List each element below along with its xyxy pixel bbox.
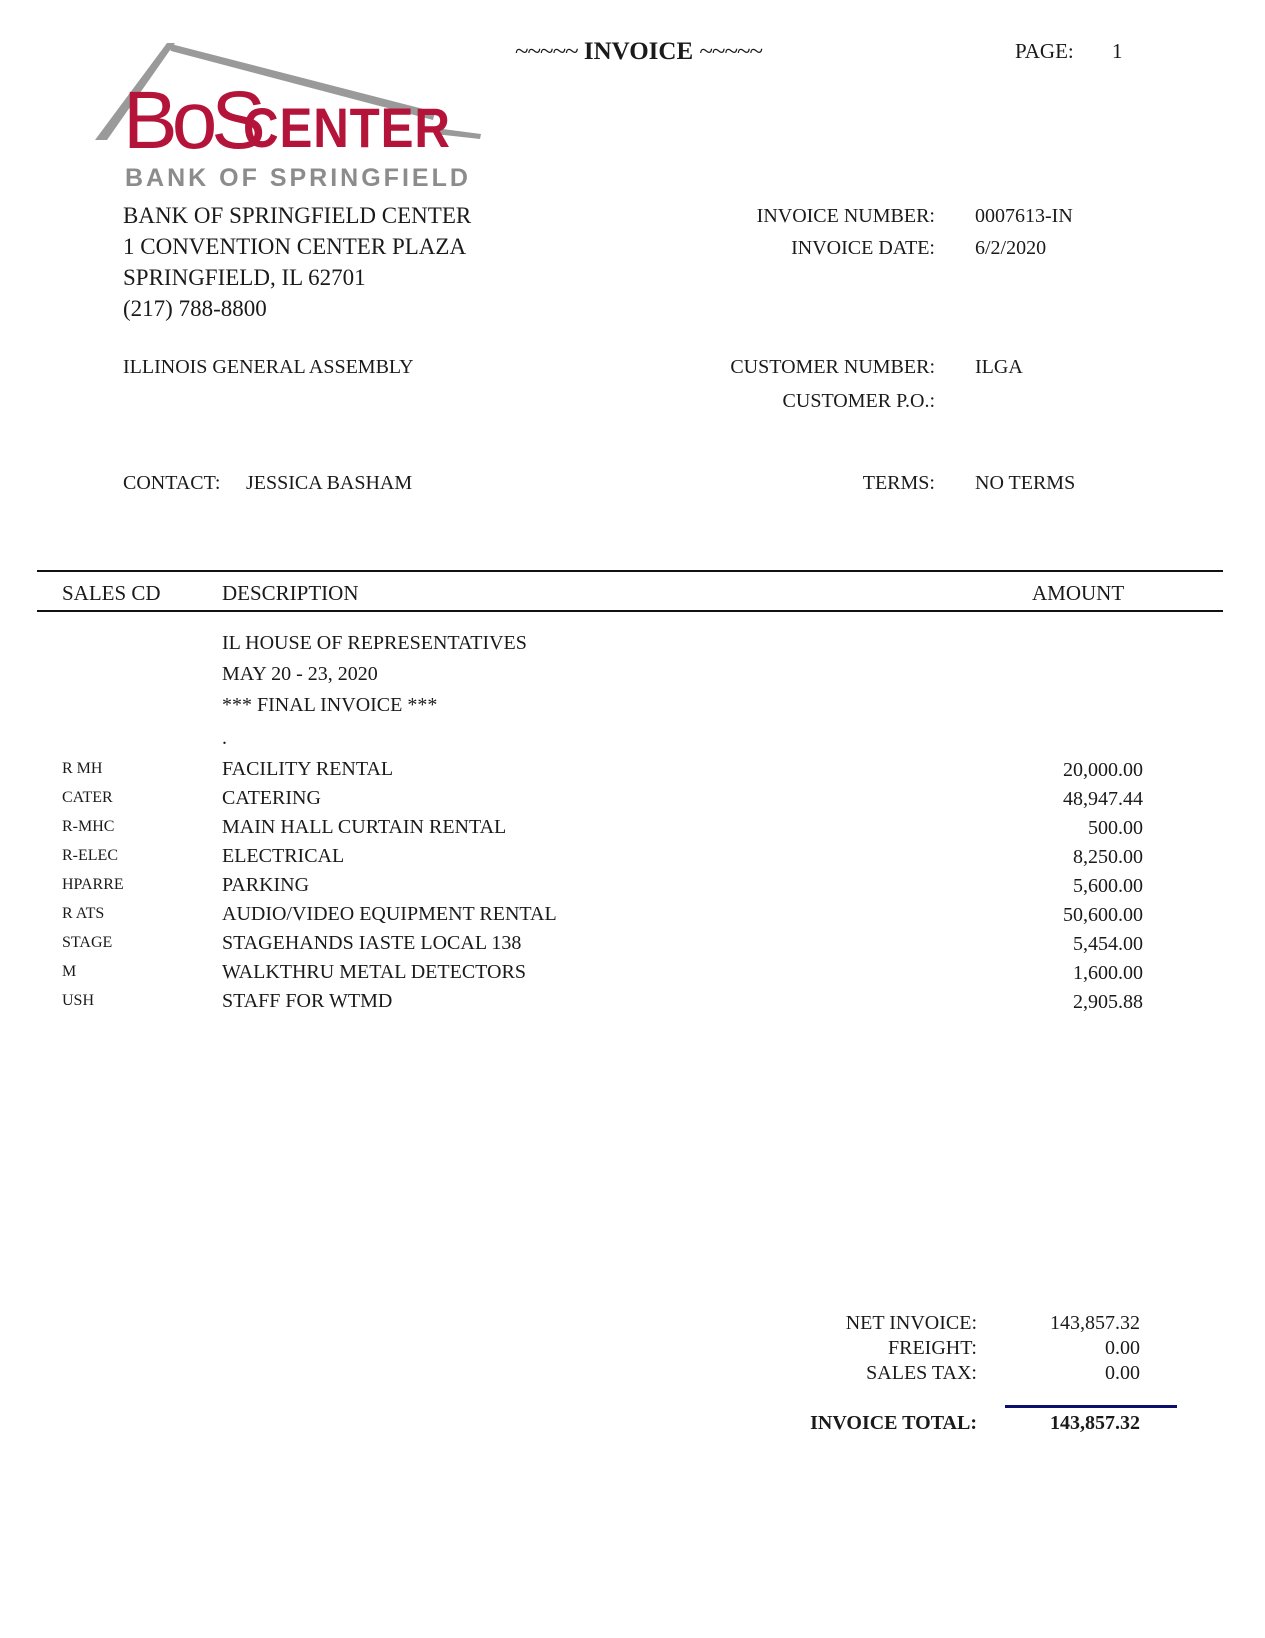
preamble-dot: . [222, 727, 227, 749]
customer-number-value: ILGA [975, 356, 1023, 378]
customer-po-label: CUSTOMER P.O.: [782, 390, 935, 412]
final-invoice-note: *** FINAL INVOICE *** [222, 694, 438, 716]
event-name: IL HOUSE OF REPRESENTATIVES [222, 632, 527, 654]
item-amount: 1,600.00 [1073, 962, 1143, 984]
vendor-address-line1: 1 CONVENTION CENTER PLAZA [123, 234, 467, 259]
logo-bos-text: BoS [123, 75, 260, 166]
page-number: 1 [1112, 39, 1123, 63]
item-description: STAFF FOR WTMD [222, 990, 393, 1012]
page-label: PAGE: [1015, 39, 1074, 63]
item-amount: 20,000.00 [1063, 759, 1143, 781]
invoice-total-label: INVOICE TOTAL: [810, 1412, 977, 1434]
sales-code: R-ELEC [62, 847, 118, 864]
net-invoice-label: NET INVOICE: [845, 1312, 977, 1334]
freight-label: FREIGHT: [887, 1337, 977, 1359]
total-divider [1005, 1405, 1177, 1408]
item-description: STAGEHANDS IASTE LOCAL 138 [222, 932, 522, 954]
vendor-phone: (217) 788-8800 [123, 296, 267, 321]
item-amount: 500.00 [1088, 817, 1143, 839]
sales-code: USH [62, 992, 95, 1009]
item-amount: 50,600.00 [1063, 904, 1143, 926]
invoice-total-value: 143,857.32 [1050, 1412, 1140, 1434]
vendor-address-line2: SPRINGFIELD, IL 62701 [123, 265, 366, 290]
table-top-rule [37, 570, 1223, 572]
terms-label: TERMS: [862, 472, 935, 494]
column-header-description: DESCRIPTION [222, 581, 359, 605]
logo-center-text: CENTER [243, 96, 451, 159]
net-invoice-value: 143,857.32 [1050, 1312, 1140, 1334]
item-description: MAIN HALL CURTAIN RENTAL [222, 816, 507, 838]
item-amount: 2,905.88 [1073, 991, 1143, 1013]
sales-code: R ATS [62, 905, 105, 922]
item-description: CATERING [222, 787, 321, 809]
item-description: PARKING [222, 874, 310, 896]
table-header-rule [37, 610, 1223, 612]
item-amount: 5,600.00 [1073, 875, 1143, 897]
title-tilde-left: ~~~~~ [515, 38, 578, 65]
customer-name: ILLINOIS GENERAL ASSEMBLY [123, 356, 414, 378]
item-description: AUDIO/VIDEO EQUIPMENT RENTAL [222, 903, 557, 925]
freight-value: 0.00 [1105, 1337, 1140, 1359]
sales-code: HPARRE [62, 876, 124, 893]
sales-tax-label: SALES TAX: [866, 1362, 977, 1384]
document-title [515, 38, 762, 66]
sales-code: M [62, 963, 77, 980]
invoice-number-label: INVOICE NUMBER: [756, 205, 935, 227]
sales-code: R MH [62, 760, 103, 777]
item-amount: 48,947.44 [1063, 788, 1143, 810]
bos-center-logo [95, 40, 485, 200]
sales-code: STAGE [62, 934, 113, 951]
event-dates: MAY 20 - 23, 2020 [222, 663, 378, 685]
sales-code: CATER [62, 789, 113, 806]
item-amount: 5,454.00 [1073, 933, 1143, 955]
invoice-date-value: 6/2/2020 [975, 237, 1047, 259]
sales-code: R-MHC [62, 818, 115, 835]
item-description: FACILITY RENTAL [222, 758, 394, 780]
terms-value: NO TERMS [975, 472, 1076, 494]
logo-subtitle: BANK OF SPRINGFIELD [125, 164, 471, 192]
vendor-name: BANK OF SPRINGFIELD CENTER [123, 203, 472, 228]
column-header-sales-cd: SALES CD [62, 581, 161, 605]
contact-value: JESSICA BASHAM [246, 472, 413, 494]
item-amount: 8,250.00 [1073, 846, 1143, 868]
contact-label: CONTACT: [123, 472, 221, 494]
title-tilde-right: ~~~~~ [699, 38, 763, 65]
item-description: WALKTHRU METAL DETECTORS [222, 961, 526, 983]
column-header-amount: AMOUNT [1032, 581, 1125, 605]
invoice-number-value: 0007613-IN [975, 205, 1073, 227]
title-text: INVOICE [583, 38, 694, 65]
customer-number-label: CUSTOMER NUMBER: [730, 356, 935, 378]
sales-tax-value: 0.00 [1105, 1362, 1140, 1384]
item-description: ELECTRICAL [222, 845, 345, 867]
invoice-date-label: INVOICE DATE: [791, 237, 935, 259]
